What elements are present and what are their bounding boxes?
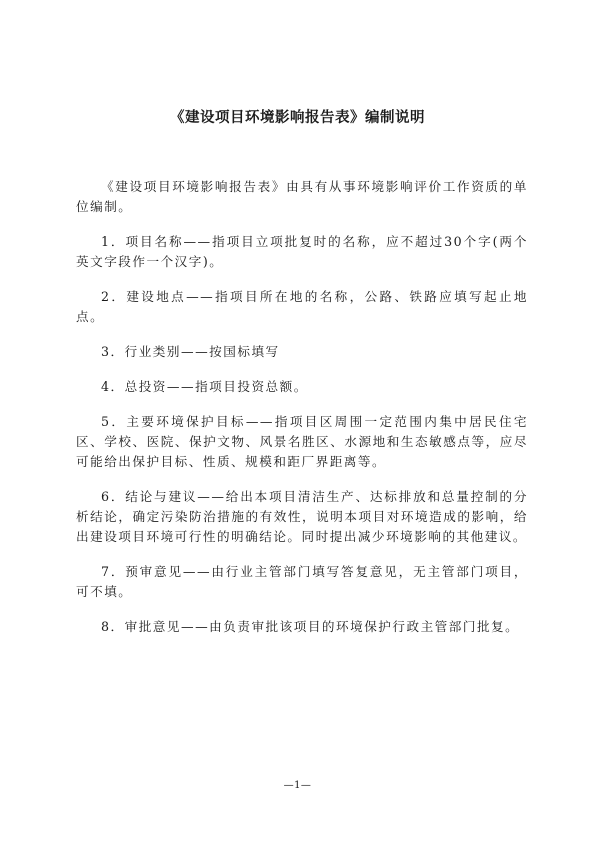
document-body	[76, 177, 528, 637]
item-number: 7．	[101, 564, 126, 579]
item-description: 指项目投资总额。	[195, 379, 308, 394]
item-description: 指项目立项批复时的名称，应不超过30个字(两个英文字段作一个汉字)。	[76, 234, 529, 269]
item-term: 项目名称——	[125, 234, 212, 249]
item-description: 按国标填写	[209, 344, 280, 359]
intro-paragraph: 《建设项目环境影响报告表》由具有从事环境影响评价工作资质的单位编制。	[76, 179, 528, 214]
item-number: 6．	[101, 489, 126, 504]
list-item-6	[76, 487, 528, 547]
document-title: 《建设项目环境影响报告表》编制说明	[170, 110, 425, 126]
list-item-3	[76, 342, 528, 362]
list-item-4	[76, 377, 528, 397]
list-item-5	[76, 412, 528, 472]
item-term: 审批意见——	[124, 619, 210, 634]
list-item-1	[76, 232, 528, 272]
item-description: 指项目所在地的名称，公路、铁路应填写起止地点。	[76, 289, 529, 324]
page-number: —1—	[283, 780, 312, 791]
list-item-2	[76, 287, 528, 327]
item-term: 总投资——	[124, 379, 196, 394]
item-term: 建设地点——	[126, 289, 215, 304]
list-item-7	[76, 562, 528, 602]
list-item-8	[76, 617, 528, 637]
item-number: 5．	[101, 414, 127, 429]
item-term: 主要环境保护目标——	[126, 414, 275, 429]
item-term: 结论与建议——	[125, 489, 226, 504]
item-number: 2．	[101, 289, 127, 304]
item-description: 指项目区周围一定范围内集中居民住宅区、学校、医院、保护文物、风景名胜区、水源地和生态敏感点等，应尽可能给出保护目标、性质、规模和距厂界距离等。	[76, 414, 529, 469]
item-number: 4．	[101, 379, 125, 394]
item-description: 由负责审批该项目的环境保护行政主管部门批复。	[209, 619, 520, 634]
item-term: 预审意见——	[125, 564, 212, 579]
item-description: 给出本项目清洁生产、达标排放和总量控制的分析结论，确定污染防治措施的有效性，说明本项目对环境造成的影响，给出建设项目环境可行性的明确结论。同时提出减少环境影响的其他建议。	[76, 489, 529, 544]
item-number: 1．	[101, 234, 126, 249]
item-number: 3．	[101, 344, 125, 359]
item-description: 由行业主管部门填写答复意见，无主管部门项目，可不填。	[76, 564, 529, 599]
item-term: 行业类别——	[124, 344, 210, 359]
item-number: 8．	[101, 619, 125, 634]
